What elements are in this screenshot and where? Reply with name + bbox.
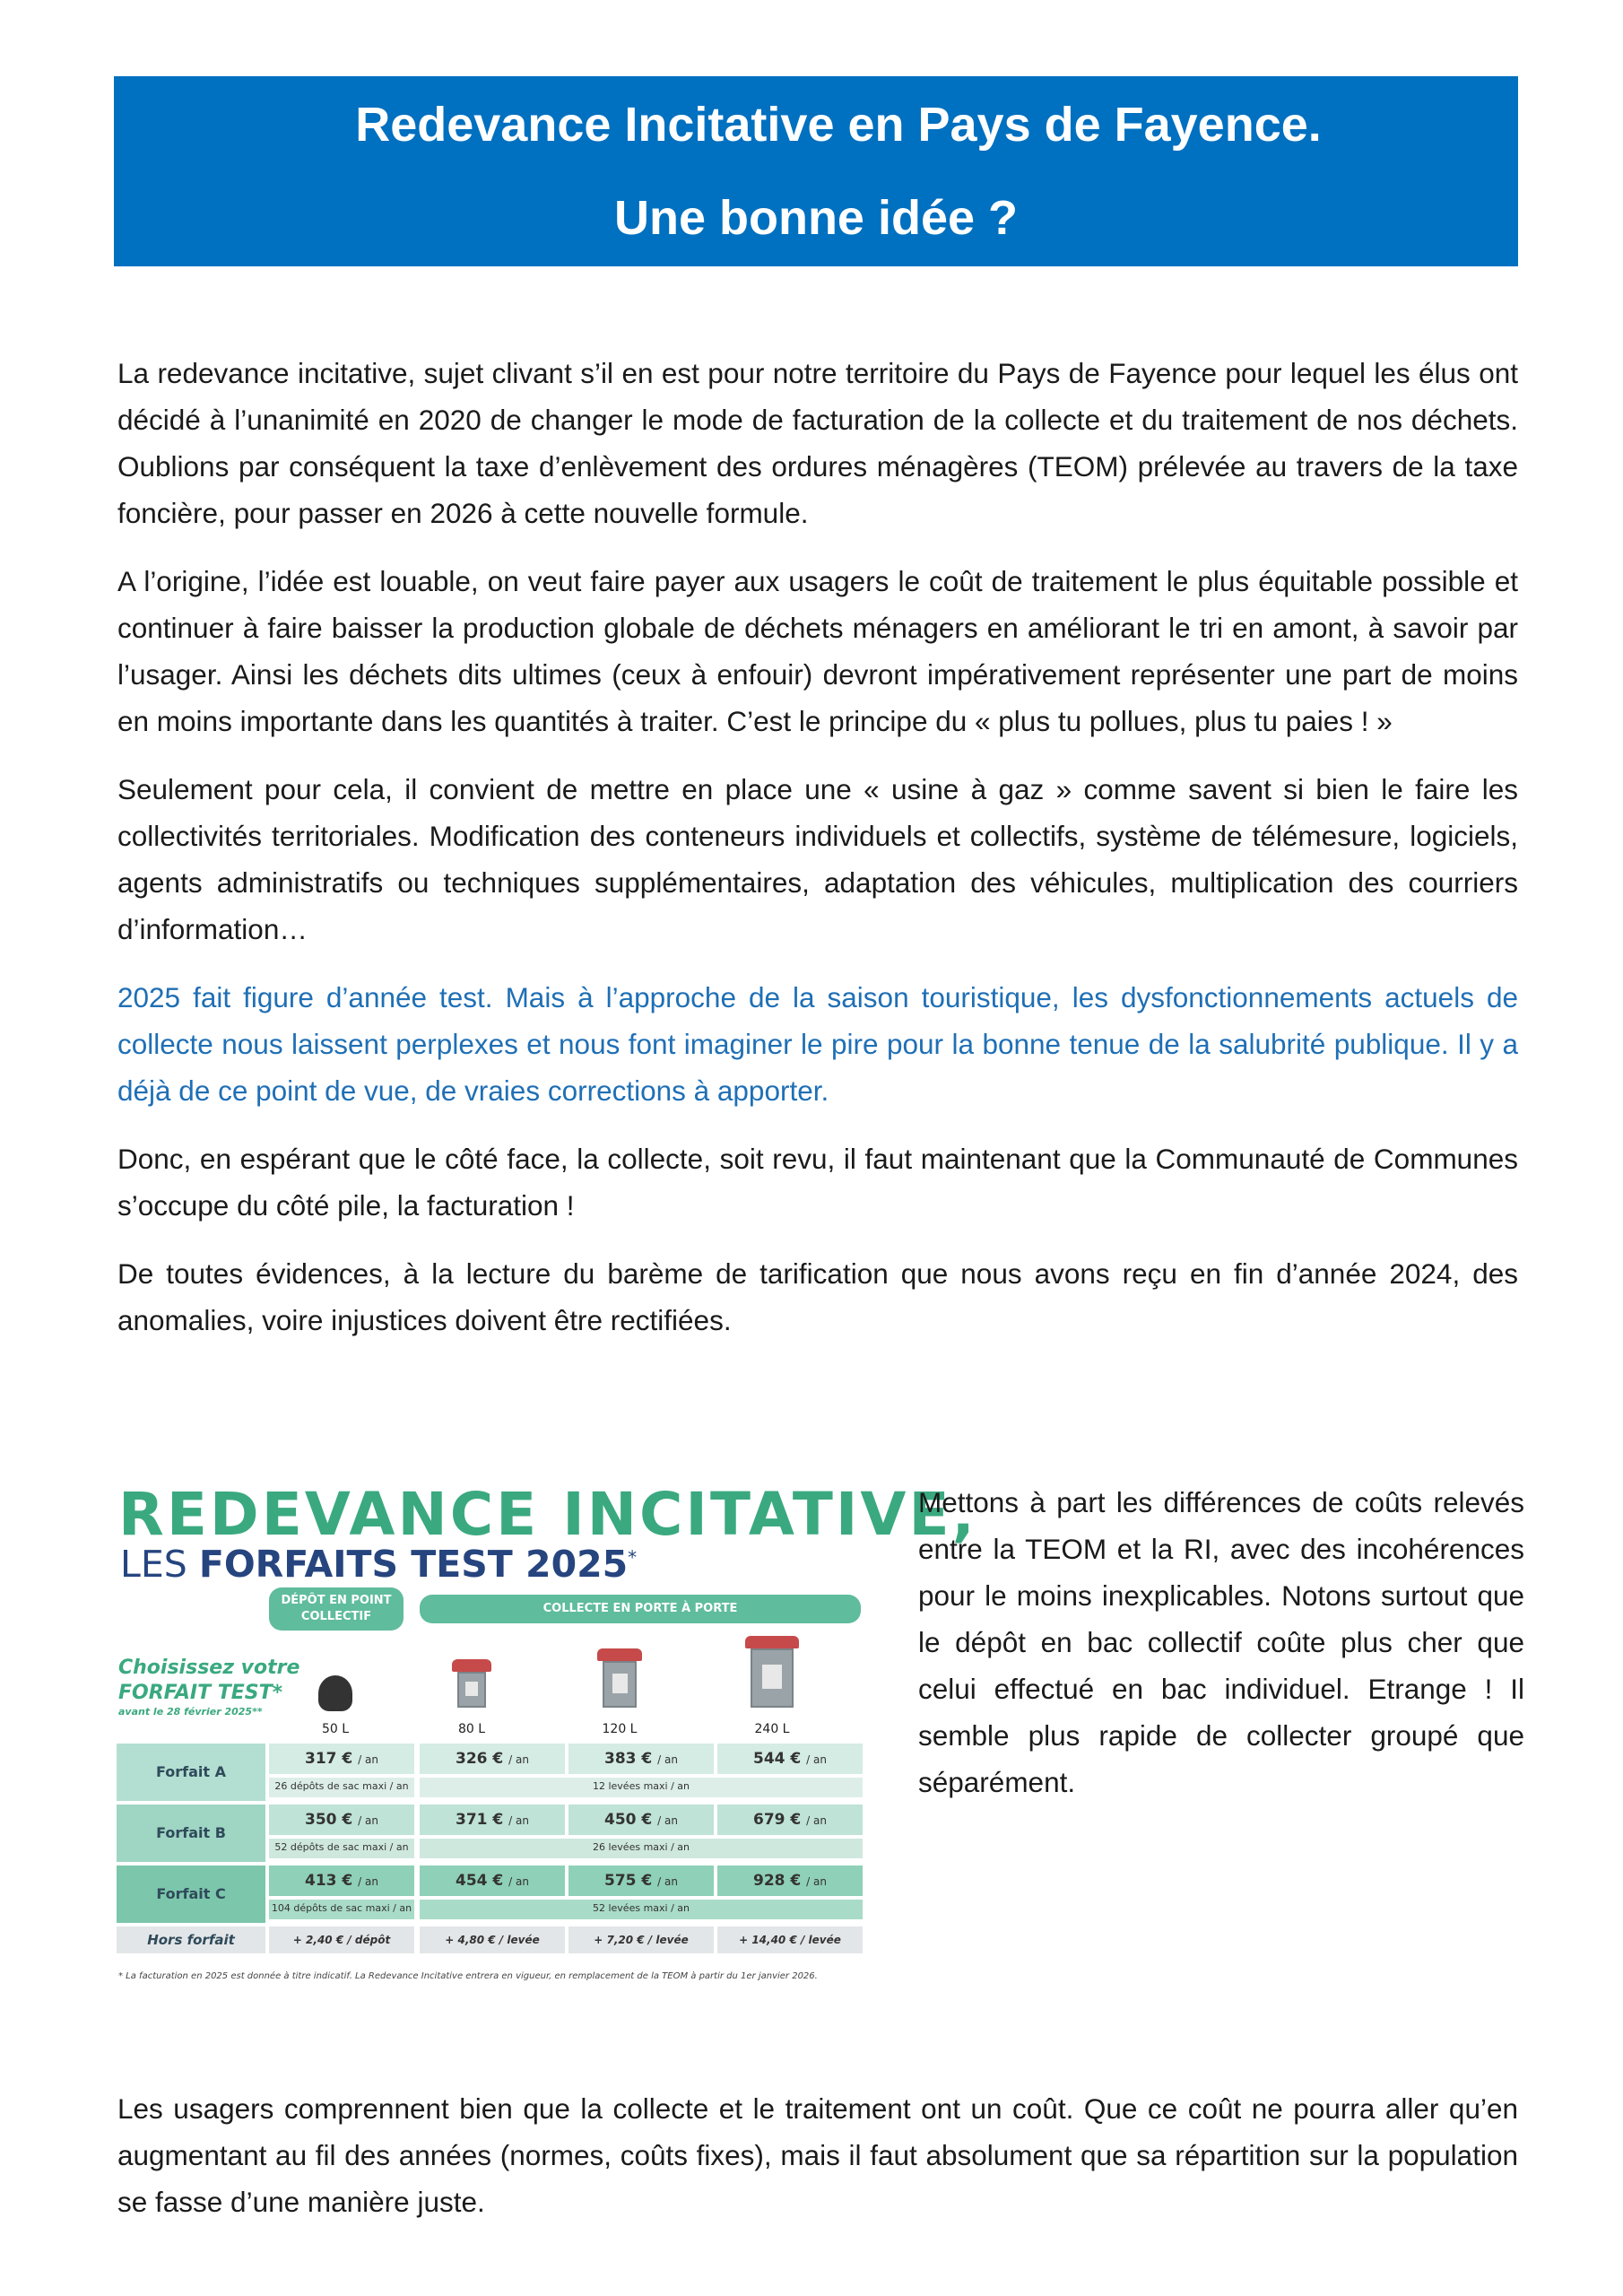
price-cell [717,1866,863,1896]
price-value: 679 € [753,1811,802,1829]
note-depot: 104 dépôts de sac maxi / an [269,1900,414,1919]
bin-240l-icon [749,1636,795,1713]
price-cell [568,1805,714,1835]
price-unit: / an [657,1753,678,1766]
trash-bag-icon [318,1675,352,1711]
price-value: 383 € [604,1750,653,1768]
note-porte: 26 levées maxi / an [420,1839,863,1858]
price-unit: / an [657,1814,678,1827]
bottom-paragraph: Les usagers comprennent bien que la collecte et le traitement ont un coût. Que ce coût ne pourra aller qu’en augmentant au fil des années (normes, coûts fixes), mais il faut absolument que sa répartition sur la population se fasse d’une manière juste. [117,2092,1518,2218]
price-cell [568,1744,714,1774]
note-depot: 26 dépôts de sac maxi / an [269,1778,414,1797]
price-cell [269,1866,414,1896]
price-unit: / an [806,1753,827,1766]
tariff-subtitle-pre: LES [120,1543,199,1586]
note-porte: 52 levées maxi / an [420,1900,863,1919]
price-cell [717,1744,863,1774]
price-cell [420,1866,565,1896]
price-unit: / an [358,1875,378,1888]
price-cell [269,1805,414,1835]
hors-forfait-value: + 2,40 € / dépôt [269,1926,414,1953]
price-value: 326 € [456,1750,504,1768]
choose-line-2: FORFAIT TEST* [118,1682,283,1704]
row-label-hors-forfait: Hors forfait [117,1926,265,1953]
paragraph-6: De toutes évidences, à la lecture du barème de tarification que nous avons reçu en fin d’année 2024, des anomalies, voire injustices doivent être rectifiées. [117,1257,1518,1336]
tariff-footnote: * La facturation en 2025 est donnée à titre indicatif. La Redevance Incitative entrera en vigueur, en remplacement de la TEOM à partir du 1er janvier 2026. [118,1971,818,1981]
price-unit: / an [657,1875,678,1888]
price-cell [420,1805,565,1835]
paragraph-3: Seulement pour cela, il convient de mettre en place une « usine à gaz » comme savent si bien le faire les collectivités territoriales. Modification des conteneurs individuels et collectifs, système de télémesure, logiciels, agents administratifs ou techniques supplémentaires, adaptation des véhicules, multiplication des courriers d’information… [117,773,1518,945]
price-unit: / an [806,1875,827,1888]
price-unit: / an [358,1753,378,1766]
paragraph-1: La redevance incitative, sujet clivant s’il en est pour notre territoire du Pays de Fayence pour lequel les élus ont décidé à l’unanimité en 2020 de changer le mode de facturation de la collecte et du traitement de nos déchets. Oublions par conséquent la taxe d’enlèvement des ordures ménagères (TEOM) prélevée au travers de la taxe foncière, pour passer en 2026 à cette nouvelle formule. [117,357,1518,529]
hors-forfait-value: + 14,40 € / levée [717,1926,863,1953]
price-value: 454 € [456,1872,504,1890]
price-value: 371 € [456,1811,504,1829]
row-label-forfait-b: Forfait B [117,1805,265,1862]
price-value: 928 € [753,1872,802,1890]
title-line-2: Une bonne idée ? [613,191,1019,245]
volume-120l: 120 L [602,1722,638,1736]
price-cell [269,1744,414,1774]
note-depot: 52 dépôts de sac maxi / an [269,1839,414,1858]
choose-date: avant le 28 février 2025** [118,1706,263,1718]
volume-80l: 80 L [457,1722,486,1736]
price-unit: / an [806,1814,827,1827]
paragraph-4-highlight: 2025 fait figure d’année test. Mais à l’approche de la saison touristique, les dysfonctionnements actuels de collecte nous laissent perplexes et nous font imaginer le pire pour la bonne tenue de la salubrité publique. Il y a déjà de ce point de vue, de vraies corrections à apporter. [117,981,1518,1107]
price-unit: / an [358,1814,378,1827]
price-value: 317 € [305,1750,353,1768]
price-cell [717,1805,863,1835]
header-porte-a-porte: COLLECTE EN PORTE À PORTE [420,1595,861,1623]
price-value: 544 € [753,1750,802,1768]
note-porte: 12 levées maxi / an [420,1778,863,1797]
price-unit: / an [508,1753,529,1766]
tariff-subtitle-bold: FORFAITS TEST 2025 [198,1543,629,1586]
choose-line-1: Choisissez votre [118,1657,300,1679]
price-value: 413 € [305,1872,353,1890]
bin-80l-icon [456,1659,488,1713]
title-line-1: Redevance Incitative en Pays de Fayence. [355,98,1322,152]
title-banner [114,76,1518,266]
volume-50l: 50 L [321,1722,350,1736]
hors-forfait-value: + 7,20 € / levée [568,1926,714,1953]
tariff-title: REDEVANCE INCITATIVE, [118,1480,977,1549]
side-paragraph: Mettons à part les différences de coûts relevés entre la TEOM et la RI, avec des incohérences pour le moins inexplicables. Notons surtout que le dépôt en bac collectif coûte plus cher que celui effectué en bac individuel. Etrange ! Il semble plus rapide de collecter groupé que séparément. [918,1486,1524,1798]
choose-forfait [118,1656,299,1718]
paragraph-5: Donc, en espérant que le côté face, la collecte, soit revu, il faut maintenant que la Communauté de Communes s’occupe du côté pile, la facturation ! [117,1143,1518,1222]
price-cell [420,1744,565,1774]
tariff-subtitle-sup: * [628,1546,638,1569]
hors-forfait-value: + 4,80 € / levée [420,1926,565,1953]
bin-120l-icon [601,1648,638,1713]
paragraph-2: A l’origine, l’idée est louable, on veut faire payer aux usagers le coût de traitement le plus équitable possible et continuer à faire baisser la production globale de déchets ménagers en améliorant le tri en amont, à savoir par l’usager. Ainsi les déchets dits ultimes (ceux à enfouir) devront impérativement représenter une part de moins en moins importante dans les quantités à traiter. C’est le principe du « plus tu pollues, plus tu paies ! » [117,565,1518,737]
price-value: 350 € [305,1811,353,1829]
tariff-subtitle [120,1543,637,1586]
price-unit: / an [508,1814,529,1827]
row-label-forfait-c: Forfait C [117,1866,265,1923]
price-unit: / an [508,1875,529,1888]
price-cell [568,1866,714,1896]
row-label-forfait-a: Forfait A [117,1744,265,1801]
volume-240l: 240 L [754,1722,790,1736]
price-value: 450 € [604,1811,653,1829]
header-depot-collectif: DÉPÔT EN POINT COLLECTIF [269,1587,404,1631]
article-body [117,350,1518,1365]
tariff-image [117,1480,977,2000]
price-value: 575 € [604,1872,653,1890]
